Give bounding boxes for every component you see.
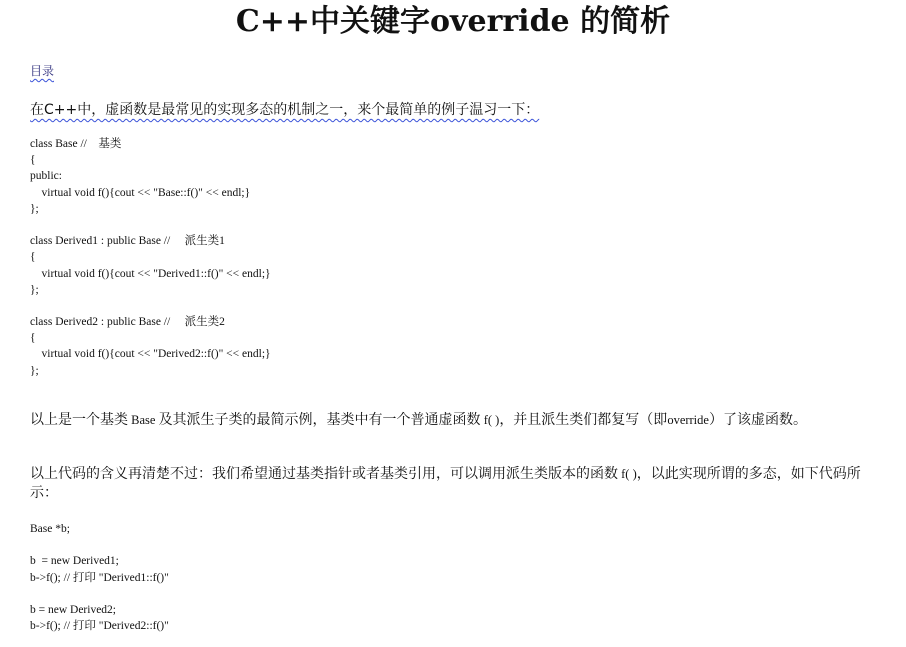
toc-link[interactable]: 目录	[30, 64, 55, 78]
intro-paragraph: 在C++中，虚函数是最常见的实现多态的机制之一，来个最简单的例子温习一下：	[30, 102, 540, 118]
code-line: b->f(); // 打印 "Derived1::f()"	[30, 571, 169, 584]
code-line: class Base // 基类	[30, 138, 122, 150]
inline-code: override	[667, 413, 709, 427]
inline-code: f( )	[618, 467, 637, 481]
code-line: };	[30, 283, 39, 296]
code-line: b = new Derived1;	[30, 555, 119, 568]
code-line: class Derived2 : public Base // 派生类2	[30, 316, 225, 329]
paragraph-text: ）了该虚函数。	[708, 412, 807, 428]
code-line: public:	[30, 170, 62, 183]
code-block-class-definitions	[30, 136, 271, 379]
code-block-usage-example	[30, 521, 169, 634]
code-line: virtual void f(){cout << "Derived1::f()" << endl;}	[30, 267, 271, 280]
code-line: class Derived1 : public Base // 派生类1	[30, 235, 225, 248]
inline-code: Base	[128, 413, 159, 427]
code-line: {	[30, 154, 36, 167]
code-line: };	[30, 364, 39, 377]
paragraph-text: ，并且派生类们都复写（即	[499, 412, 668, 428]
code-line	[30, 537, 169, 553]
code-line: {	[30, 251, 36, 264]
code-line: b = new Derived2;	[30, 603, 117, 616]
code-line: {	[30, 332, 36, 345]
document-title: C++中关键字override 的简析	[235, 4, 671, 39]
code-line: b->f(); // 打印 "Derived2::f()"	[30, 620, 169, 633]
inline-code: f( )	[480, 413, 500, 427]
explanation-paragraph-1	[30, 411, 870, 430]
explanation-paragraph-2	[30, 465, 870, 503]
code-line: virtual void f(){cout << "Base::f()" << endl;}	[30, 186, 251, 199]
code-line	[30, 586, 169, 602]
code-line: };	[30, 202, 39, 215]
code-line: virtual void f(){cout << "Derived2::f()" << endl;}	[30, 348, 271, 361]
code-line: Base *b;	[30, 523, 70, 535]
paragraph-text: 及其派生子类的最简示例，基类中有一个普通虚函数	[158, 412, 481, 428]
paragraph-text: 以上代码的含义再清楚不过：我们希望通过基类指针或者基类引用，可以调用派生类版本的函数	[30, 466, 618, 482]
paragraph-text: 以上是一个基类	[30, 412, 128, 428]
code-line	[30, 217, 271, 233]
code-line	[30, 298, 271, 314]
paragraph-text: ，以此实现所谓的多态，如下代码所示：	[30, 466, 861, 501]
